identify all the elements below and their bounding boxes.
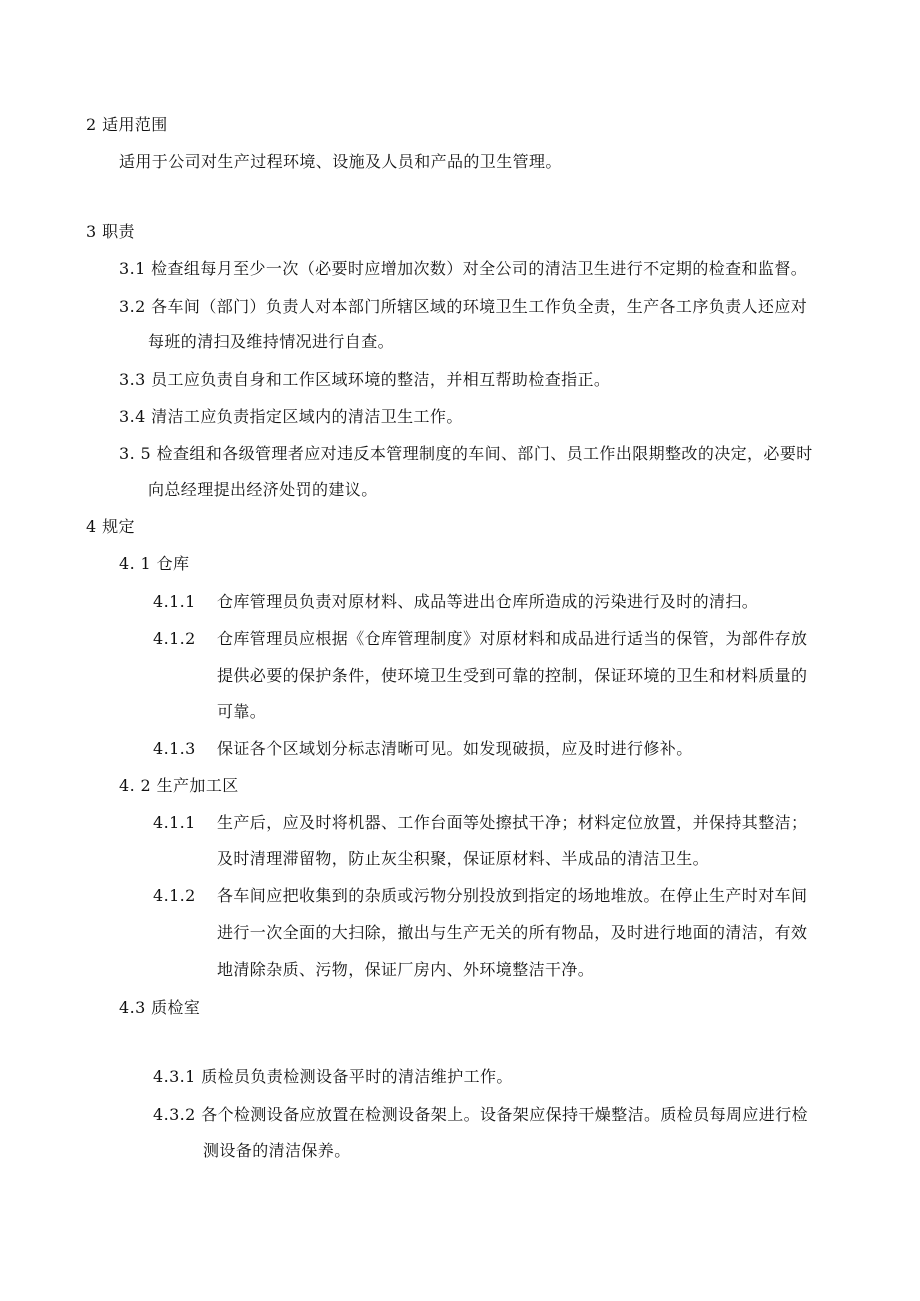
item-3-2-continued: 每班的清扫及维持情况进行自查。 [148, 332, 395, 351]
subsection-4-3-heading: 4.3 质检室 [119, 998, 201, 1017]
item-4-1-1-text: 仓库管理员负责对原材料、成品等进出仓库所造成的污染进行及时的清扫。 [217, 592, 759, 611]
item-3-5-continued: 向总经理提出经济处罚的建议。 [148, 480, 378, 499]
item-3-4: 3.4 清洁工应负责指定区域内的清洁卫生工作。 [119, 407, 463, 426]
item-4-2-1-number: 4.1.1 [153, 813, 196, 832]
item-4-2-1-text: 生产后，应及时将机器、工作台面等处擦拭干净；材料定位放置，并保持其整洁； [217, 813, 808, 832]
item-4-1-2-text-line3: 可靠。 [217, 702, 267, 721]
item-4-2-2-text-line2: 进行一次全面的大扫除，撤出与生产无关的所有物品，及时进行地面的清洁，有效 [217, 923, 808, 942]
item-4-1-2-number: 4.1.2 [153, 629, 196, 648]
subsection-4-1-heading: 4. 1 仓库 [119, 554, 190, 573]
item-4-1-3-text: 保证各个区域划分标志清晰可见。如发现破损，应及时进行修补。 [217, 739, 693, 758]
subsection-4-2-heading: 4. 2 生产加工区 [119, 776, 239, 795]
section-2-heading: 2 适用范围 [86, 115, 168, 134]
item-4-3-1: 4.3.1 质检员负责检测设备平时的清洁维护工作。 [153, 1067, 513, 1086]
item-4-3-2: 4.3.2 各个检测设备应放置在检测设备架上。设备架应保持干燥整洁。质检员每周应进行检 [153, 1105, 808, 1124]
item-3-5: 3. 5 检查组和各级管理者应对违反本管理制度的车间、部门、员工作出限期整改的决定，必要时 [119, 444, 813, 463]
item-4-1-3-number: 4.1.3 [153, 739, 196, 758]
item-4-1-1-number: 4.1.1 [153, 592, 196, 611]
item-3-3: 3.3 员工应负责自身和工作区域环境的整洁，并相互帮助检查指正。 [119, 370, 611, 389]
item-4-2-1-text-line2: 及时清理滞留物，防止灰尘积聚，保证原材料、半成品的清洁卫生。 [217, 849, 710, 868]
item-4-2-2-text-line3: 地清除杂质、污物，保证厂房内、外环境整洁干净。 [217, 960, 595, 979]
item-4-2-2-number: 4.1.2 [153, 886, 196, 905]
section-2-text: 适用于公司对生产过程环境、设施及人员和产品的卫生管理。 [119, 152, 562, 171]
item-3-2: 3.2 各车间（部门）负责人对本部门所辖区域的环境卫生工作负全责，生产各工序负责人还应对 [119, 297, 808, 316]
item-3-1: 3.1 检查组每月至少一次（必要时应增加次数）对全公司的清洁卫生进行不定期的检查和监督。 [119, 259, 808, 278]
item-4-3-2-continued: 测设备的清洁保养。 [203, 1141, 351, 1160]
item-4-1-2-text: 仓库管理员应根据《仓库管理制度》对原材料和成品进行适当的保管，为部件存放 [217, 629, 808, 648]
item-4-2-2-text: 各车间应把收集到的杂质或污物分别投放到指定的场地堆放。在停止生产时对车间 [217, 886, 808, 905]
item-4-1-2-text-line2: 提供必要的保护条件，使环境卫生受到可靠的控制，保证环境的卫生和材料质量的 [217, 666, 808, 685]
section-4-heading: 4 规定 [86, 517, 135, 536]
section-3-heading: 3 职责 [86, 222, 135, 241]
